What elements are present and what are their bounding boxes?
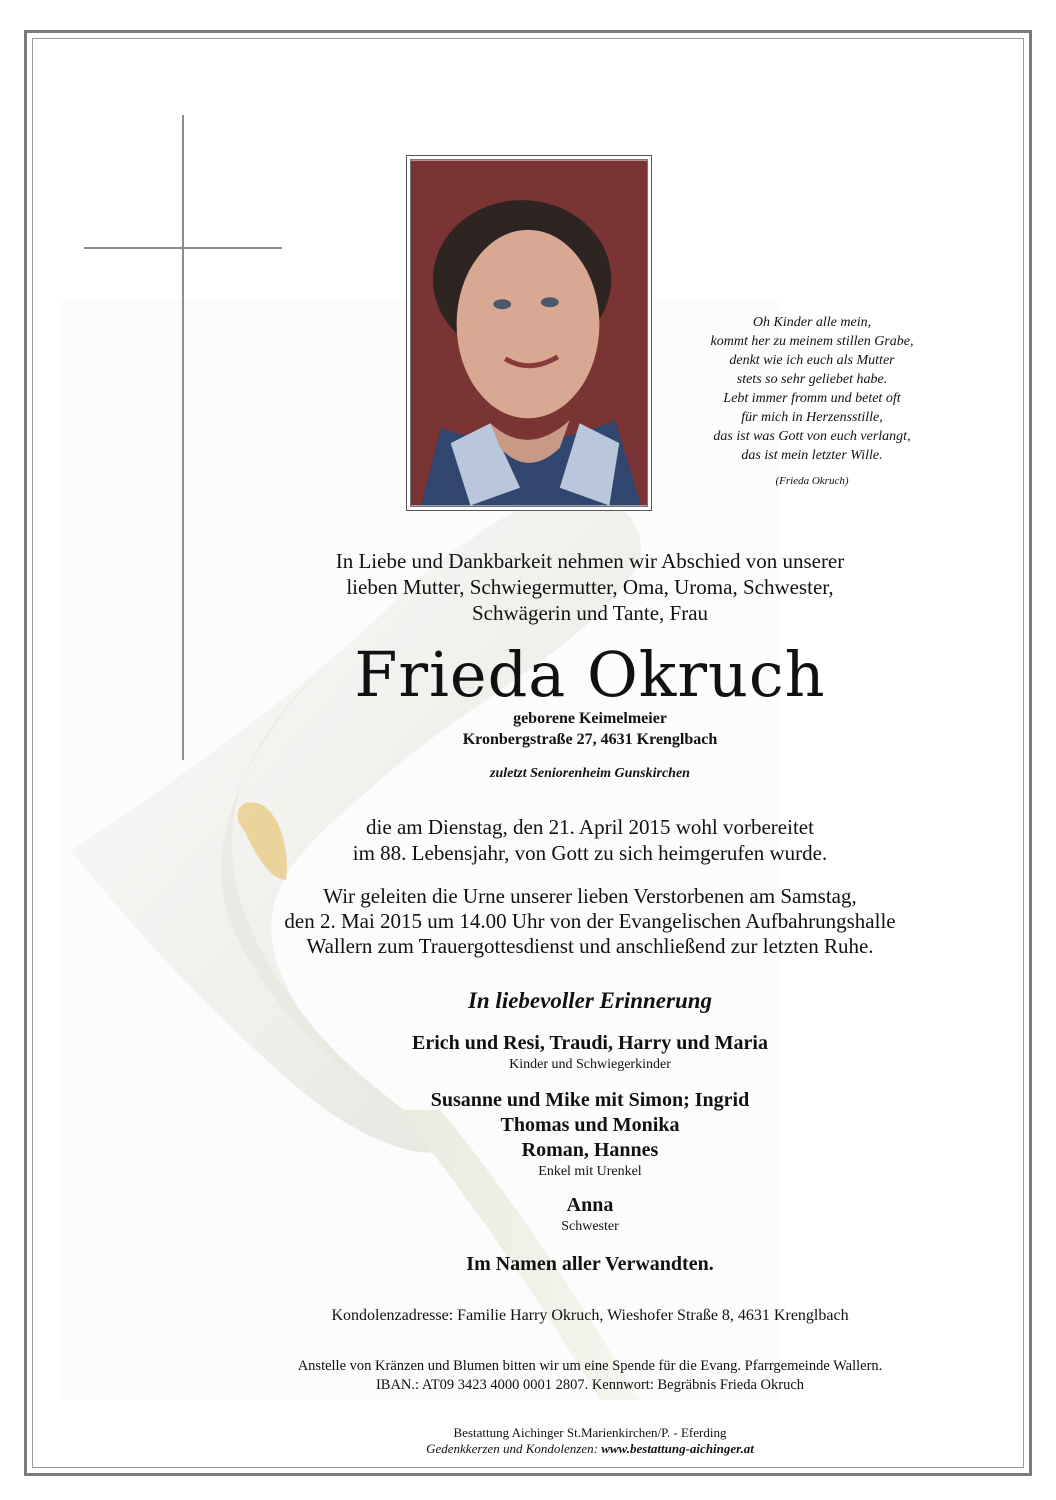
portrait-photo [406,155,652,511]
funeral-line: Wir geleiten die Urne unserer lieben Verstorbenen am Samstag, [323,884,857,908]
mourner-names: Susanne und Mike mit Simon; Ingrid [430,1089,750,1111]
funeral-notice [130,884,1050,959]
footer-prefix: Gedenkkerzen und Kondolenzen: [426,1441,598,1456]
mourner-relation: Schwester [561,1219,619,1234]
intro-line: In Liebe und Dankbarkeit nehmen wir Abschied von unserer [335,549,845,573]
poem-line: kommt her zu meinem stillen Grabe, [710,334,914,349]
poem-line: für mich in Herzensstille, [741,410,883,425]
footer-website-line [130,1441,1050,1457]
intro-text [130,548,1050,626]
intro-line: Schwägerin und Tante, Frau [471,601,709,625]
mourner-relation: Kinder und Schwiegerkinder [509,1057,671,1072]
memory-heading: In liebevoller Erinnerung [467,988,713,1013]
poem-line: das ist was Gott von euch verlangt, [713,429,911,444]
footer-company: Bestattung Aichinger St.Marienkirchen/P. - Eferding [453,1425,727,1440]
poem-line: Lebt immer fromm und betet oft [723,391,901,406]
mourner-group-grandchildren [130,1088,1050,1180]
death-notice [130,814,1050,866]
death-line: im 88. Lebensjahr, von Gott zu sich heimgerufen wurde. [352,841,828,865]
home-address: Kronbergstraße 27, 4631 Krenglbach [462,731,718,748]
birth-name: geborene Keimelmeier [513,710,667,727]
deceased-name: Frieda Okruch [354,638,826,711]
closing-line: Im Namen aller Verwandten. [466,1253,714,1275]
donation-line: IBAN.: AT09 3423 4000 0001 2807. Kennwort: Begräbnis Frieda Okruch [375,1377,805,1393]
mourner-group-children [130,1031,1050,1073]
funeral-line: Wallern zum Trauergottesdienst und anschließend zur letzten Ruhe. [306,934,874,958]
donation-line: Anstelle von Kränzen und Blumen bitten wir um eine Spende für die Evang. Pfarrgemeinde Wallern. [297,1358,883,1374]
website-link[interactable]: www.bestattung-aichinger.at [601,1441,754,1456]
mourner-relation: Enkel mit Urenkel [538,1164,642,1179]
mourner-names: Thomas und Monika [500,1114,680,1136]
poem [672,313,952,491]
poem-line: denkt wie ich euch als Mutter [729,353,895,368]
poem-line: Oh Kinder alle mein, [752,315,872,330]
footer [130,1425,1050,1457]
mourner-names: Anna [566,1194,614,1216]
mourner-names: Roman, Hannes [521,1139,659,1161]
death-line: die am Dienstag, den 21. April 2015 wohl vorbereitet [366,815,814,839]
birth-and-address [130,708,1050,750]
cross-icon-horizontal [84,247,282,249]
portrait-icon [411,160,647,506]
donation-request [130,1357,1050,1395]
mourner-names: Erich und Resi, Traudi, Harry und Maria [412,1032,768,1054]
condolence-address: Kondolenzadresse: Familie Harry Okruch, Wieshofer Straße 8, 4631 Krenglbach [331,1307,849,1324]
funeral-line: den 2. Mai 2015 um 14.00 Uhr von der Evangelischen Aufbahrungshalle [284,909,896,933]
mourner-group-sister [130,1193,1050,1235]
poem-author: (Frieda Okruch) [775,475,849,487]
intro-line: lieben Mutter, Schwiegermutter, Oma, Uroma, Schwester, [346,575,834,599]
poem-line: stets so sehr geliebet habe. [736,372,888,387]
last-residence: zuletzt Seniorenheim Gunskirchen [490,766,690,781]
poem-line: das ist mein letzter Wille. [741,448,883,463]
